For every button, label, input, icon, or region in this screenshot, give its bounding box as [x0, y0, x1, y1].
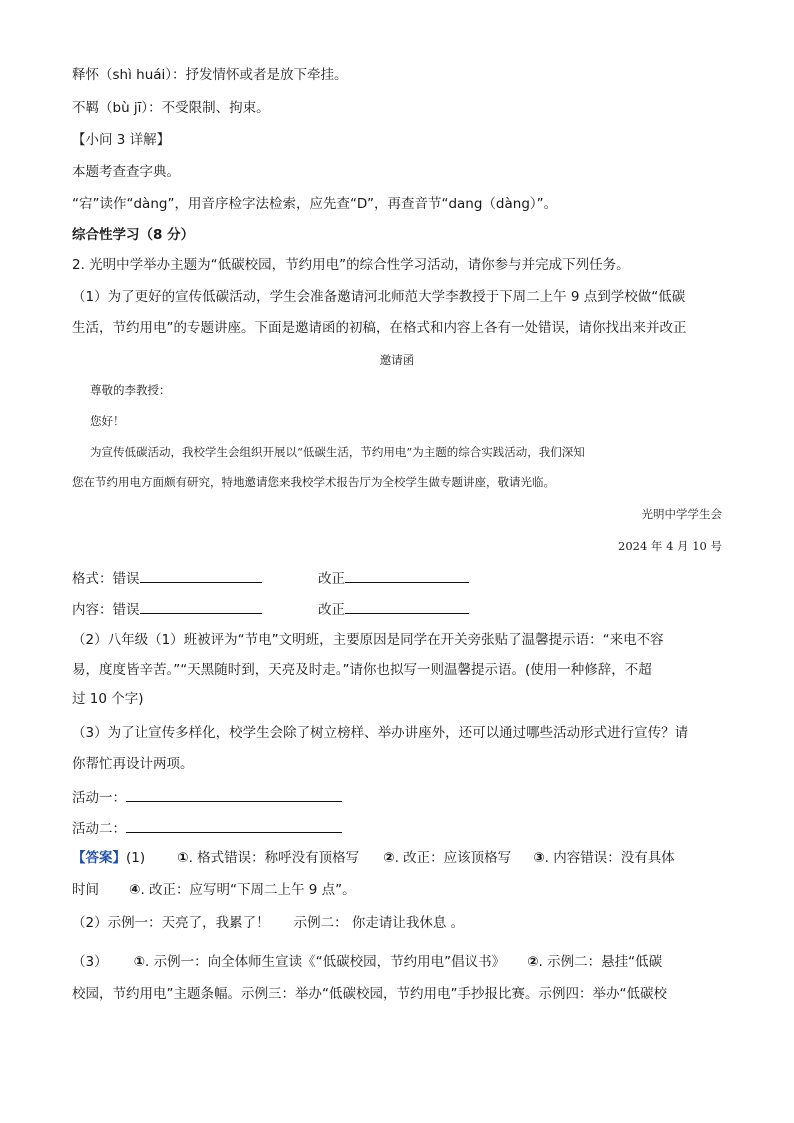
answer-line-5: 校园，节约用电”主题条幅。示例三：举办“低碳校园，节约用电”手抄报比赛。示例四：举办“低碳校 — [72, 986, 667, 1002]
activity-1-label: 活动一： — [72, 790, 126, 806]
question-2-3-line: 你帮忙再设计两项。 — [72, 756, 194, 772]
section-title: 综合性学习（8 分） — [72, 227, 195, 243]
letter-signature: 光明中学学生会 — [641, 507, 722, 521]
circled-2: ② — [383, 850, 395, 866]
format-correct-blank[interactable] — [345, 568, 469, 583]
letter-title: 邀请函 — [379, 353, 415, 367]
format-error-label: 格式：错误 — [72, 571, 140, 587]
circled-2: ② — [527, 954, 539, 970]
answer-part-3-num: （3） — [72, 954, 108, 970]
answer-text: （2）示例一：天亮了，我累了！ — [72, 915, 270, 931]
question-2-2-line: （2）八年级（1）班被评为“节电”文明班，主要原因是同学在开关旁张贴了温馨提示语：“来电不容 — [72, 632, 664, 648]
letter-date: 2024 年 4 月 10 号 — [618, 539, 722, 553]
question-2: 2. 光明中学举办主题为“低碳校园，节约用电”的综合性学习活动，请你参与并完成下列任务。 — [72, 257, 630, 273]
letter-greeting: 您好！ — [90, 414, 125, 428]
content-error-label: 内容：错误 — [72, 602, 140, 618]
activity-1-blank[interactable] — [126, 787, 342, 802]
letter-salutation: 尊敬的李教授： — [90, 383, 171, 397]
question-2-2-line: 过 10 个字) — [72, 691, 144, 707]
circled-1: ① — [133, 954, 146, 970]
circled-1: ① — [177, 850, 189, 866]
question-2-2-line: 易，度度皆辛苦。”“天黑随时到，天亮及时走。”请你也拟写一则温馨提示语。(使用一种修辞，不超 — [72, 662, 652, 678]
letter-body: 您在节约用电方面颇有研究，特地邀请您来我校学术报告厅为全校学生做专题讲座，敬请光临。 — [72, 475, 555, 489]
answer-text: . 格式错误：称呼没有顶格写 — [188, 850, 360, 866]
content-correct-label: 改正 — [318, 602, 345, 618]
answer-line-1 — [72, 849, 675, 867]
format-correct-row — [318, 568, 469, 588]
question-2-1-line: 生活，节约用电”的专题讲座。下面是邀请函的初稿，在格式和内容上各有一处错误，请你找出来并改正 — [72, 320, 687, 336]
answer-label: 【答案】 — [72, 850, 126, 866]
answer-line-4 — [72, 953, 662, 971]
answer-text: . 改正：应该顶格写 — [394, 850, 512, 866]
answer-part-1-num: (1) — [126, 850, 146, 866]
answer-line-3 — [72, 914, 464, 932]
answer-line-2 — [72, 881, 356, 899]
answer-text: . 示例二：悬挂“低碳 — [538, 954, 663, 970]
format-error-blank[interactable] — [140, 568, 262, 583]
text-line: 本题考查查字典。 — [72, 164, 180, 180]
activity-2-blank[interactable] — [126, 818, 342, 833]
text-line: 释怀（shì huái）：抒发情怀或者是放下牵挂。 — [72, 67, 348, 83]
answer-text: . 内容错误：没有具体 — [544, 850, 675, 866]
answer-text: . 改正：应写明“下周二上午 9 点”。 — [140, 882, 356, 898]
answer-text: 示例二： 你走请让我休息 。 — [293, 915, 465, 931]
format-row — [72, 568, 262, 588]
question-2-1-line: （1）为了更好的宣传低碳活动，学生会准备邀请河北师范大学李教授于下周二上午 9 点到学校做“低碳 — [72, 289, 686, 305]
activity-2-row — [72, 818, 342, 838]
answer-text: . 示例一：向全体师生宣读《“低碳校园，节约用电”倡议书》 — [145, 954, 506, 970]
question-2-3-line: （3）为了让宣传多样化，校学生会除了树立榜样、举办讲座外，还可以通过哪些活动形式进行宣传？请 — [72, 725, 689, 741]
format-correct-label: 改正 — [318, 571, 345, 587]
content-correct-row — [318, 599, 469, 619]
activity-2-label: 活动二： — [72, 821, 126, 837]
text-line: “宕”读作“dàng”，用音序检字法检索，应先查“D”，再查音节“dang（dàng）”。 — [72, 196, 558, 212]
circled-4: ④ — [129, 882, 141, 898]
content-row — [72, 599, 262, 619]
text-line: 不羁（bù jī）：不受限制、拘束。 — [72, 100, 270, 116]
content-error-blank[interactable] — [140, 599, 262, 614]
content-correct-blank[interactable] — [345, 599, 469, 614]
subquestion-heading: 【小问 3 详解】 — [72, 132, 171, 148]
letter-body: 为宣传低碳活动，我校学生会组织开展以“低碳生活，节约用电”为主题的综合实践活动，我们深知 — [90, 445, 585, 459]
answer-text: 时间 — [72, 882, 99, 898]
activity-1-row — [72, 787, 342, 807]
circled-3: ③ — [533, 850, 545, 866]
